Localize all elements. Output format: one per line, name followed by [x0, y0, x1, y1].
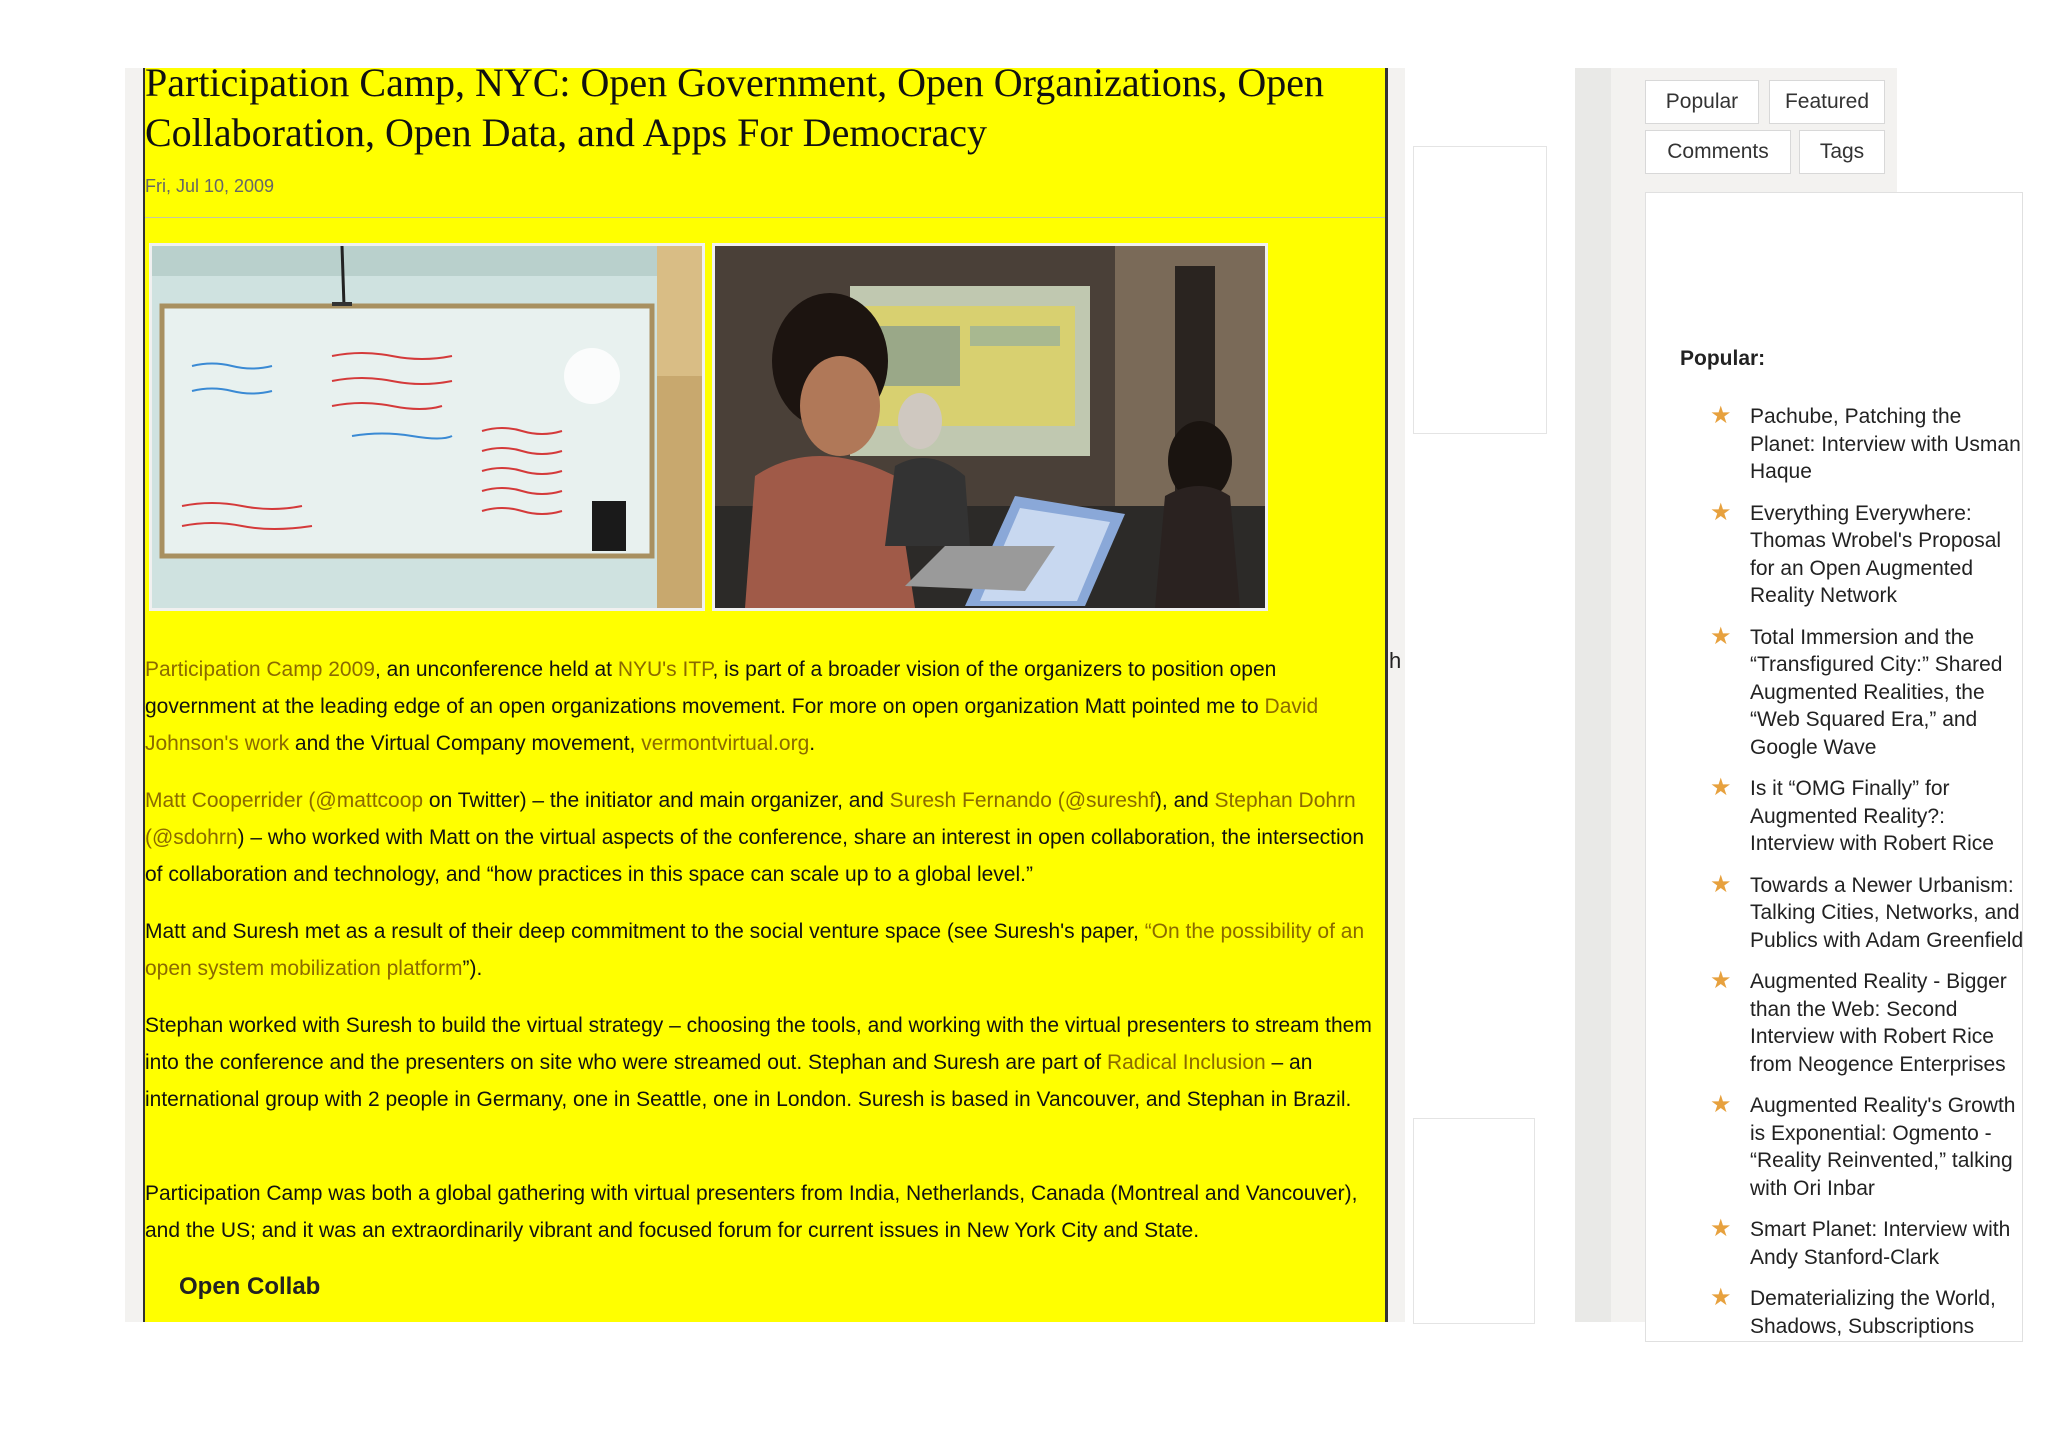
- link-suresh-paper[interactable]: “On the possibility of an open system mobilization platform: [145, 920, 1365, 980]
- popular-item-title: Pachube, Patching the Planet: Interview with Usman Haque: [1750, 405, 2021, 483]
- popular-panel: [1645, 192, 2023, 1342]
- star-icon: ★: [1710, 870, 1732, 898]
- tab-featured[interactable]: Featured: [1769, 80, 1885, 124]
- popular-item[interactable]: [1710, 1216, 2030, 1271]
- popular-item[interactable]: [1710, 500, 2030, 610]
- section-heading: Open Collab: [179, 1273, 321, 1300]
- popular-item-title: Everything Everywhere: Thomas Wrobel's Proposal for an Open Augmented Reality Network: [1750, 501, 2002, 607]
- popular-item-title: Dematerializing the World, Shadows, Subscriptions: [1750, 1287, 1996, 1338]
- star-icon: ★: [1710, 967, 1732, 994]
- background-page-column: [1405, 68, 1575, 1322]
- popular-item-title: Augmented Reality's Growth is Exponential: Ogmento - “Reality Reinvented,” talking with Ori Inbar: [1750, 1094, 2016, 1200]
- popular-item-title: Augmented Reality - Bigger than the Web: Second Interview with Robert Rice from Neogence Enterprises: [1750, 970, 2007, 1076]
- tab-comments[interactable]: Comments: [1645, 130, 1791, 174]
- popular-item[interactable]: [1710, 624, 2030, 762]
- link-radical-inclusion[interactable]: Radical Inclusion: [1106, 1051, 1266, 1074]
- link-david-johnson[interactable]: David Johnson's work: [145, 695, 1319, 755]
- popular-item-title: Towards a Newer Urbanism: Talking Cities, Networks, and Publics with Adam Greenfield: [1750, 873, 2024, 952]
- link-participation-camp[interactable]: Participation Camp 2009: [145, 658, 375, 681]
- link-nyu-itp[interactable]: NYU's ITP: [617, 658, 713, 681]
- sidebar: [1611, 68, 2024, 1338]
- background-box: [1413, 1118, 1535, 1324]
- popular-item[interactable]: [1710, 1092, 2030, 1202]
- popular-heading: Popular:: [1680, 347, 1766, 370]
- link-stephan-dohrn[interactable]: Stephan Dohrn (@sdohrn: [145, 789, 1356, 849]
- star-icon: ★: [1710, 498, 1732, 526]
- browser-screenshot: [125, 60, 2024, 1338]
- star-icon: ★: [1710, 1284, 1732, 1311]
- presentation-photo: [712, 243, 1268, 611]
- whiteboard-photo: [149, 243, 705, 611]
- divider-line: [145, 217, 1385, 218]
- paragraph: Matt Cooperrider (@mattcoop on Twitter) – the initiator and main organizer, and Suresh Fernando (@sureshf), and Stephan Dohrn (@sdohrn) – who worked with Matt on the virtual aspects of the conference, share an interest in open collaboration, the intersection of collaboration and technology, and “how practices in this space can scale up to a global level.”: [145, 789, 1364, 886]
- tab-tags[interactable]: Tags: [1799, 130, 1885, 174]
- star-icon: ★: [1710, 402, 1732, 429]
- article-date: Fri, Jul 10, 2009: [145, 176, 275, 196]
- paragraph: Participation Camp was both a global gathering with virtual presenters from India, Netherlands, Canada (Montreal and Vancouver), and the US; and it was an extraordinarily vibrant and focused forum for current issues in New York City and State.: [145, 1182, 1358, 1242]
- link-matt-cooperrider[interactable]: Matt Cooperrider (@mattcoop: [145, 789, 424, 812]
- popular-item[interactable]: [1710, 1285, 2030, 1340]
- star-icon: ★: [1710, 622, 1732, 650]
- star-icon: ★: [1710, 774, 1732, 801]
- popular-item-title: Is it “OMG Finally” for Augmented Reality?: Interview with Robert Rice: [1750, 777, 1994, 855]
- star-icon: ★: [1710, 1091, 1732, 1118]
- popular-item[interactable]: [1710, 403, 2030, 486]
- tab-popular[interactable]: Popular: [1645, 80, 1759, 124]
- popular-item-title: Smart Planet: Interview with Andy Stanford-Clark: [1750, 1218, 2011, 1269]
- paragraph: Stephan worked with Suresh to build the virtual strategy – choosing the tools, and working with the virtual presenters to stream them into the conference and the presenters on site who were streamed out. Stephan and Suresh are part of Radical Inclusion – an international group with 2 people in Germany, one in Seattle, one in London. Suresh is based in Vancouver, and Stephan in Brazil.: [145, 1014, 1372, 1111]
- popular-item[interactable]: [1710, 872, 2030, 955]
- popular-item[interactable]: [1710, 775, 2030, 858]
- background-box: [1413, 146, 1547, 434]
- link-suresh-fernando[interactable]: Suresh Fernando (@sureshf: [889, 789, 1155, 812]
- popular-item[interactable]: [1710, 968, 2030, 1078]
- paragraph: Matt and Suresh met as a result of their deep commitment to the social venture space (see Suresh's paper, “On the possibility of an open system mobilization platform”).: [145, 920, 1365, 980]
- star-icon: ★: [1710, 1215, 1732, 1242]
- column-divider: [1575, 68, 1611, 1322]
- popular-item-title: Total Immersion and the “Transfigured City:” Shared Augmented Realities, the “Web Squared Era,” and Google Wave: [1750, 625, 2003, 759]
- paragraph: Participation Camp 2009, an unconference held at NYU's ITP, is part of a broader vision of the organizers to position open government at the leading edge of an open organizations movement. For more on open organization Matt pointed me to David Johnson's work and the Virtual Company movement, vermontvirtual.org.: [145, 658, 1319, 755]
- cut-off-text: h: [1389, 648, 1402, 673]
- article: [143, 60, 1388, 1322]
- popular-list: [1710, 403, 2030, 1354]
- link-vermontvirtual[interactable]: vermontvirtual.org: [641, 732, 810, 755]
- article-title: Participation Camp, NYC: Open Government, Open Organizations, Open Collaboration, Open Data, and Apps For Democracy: [145, 60, 1325, 155]
